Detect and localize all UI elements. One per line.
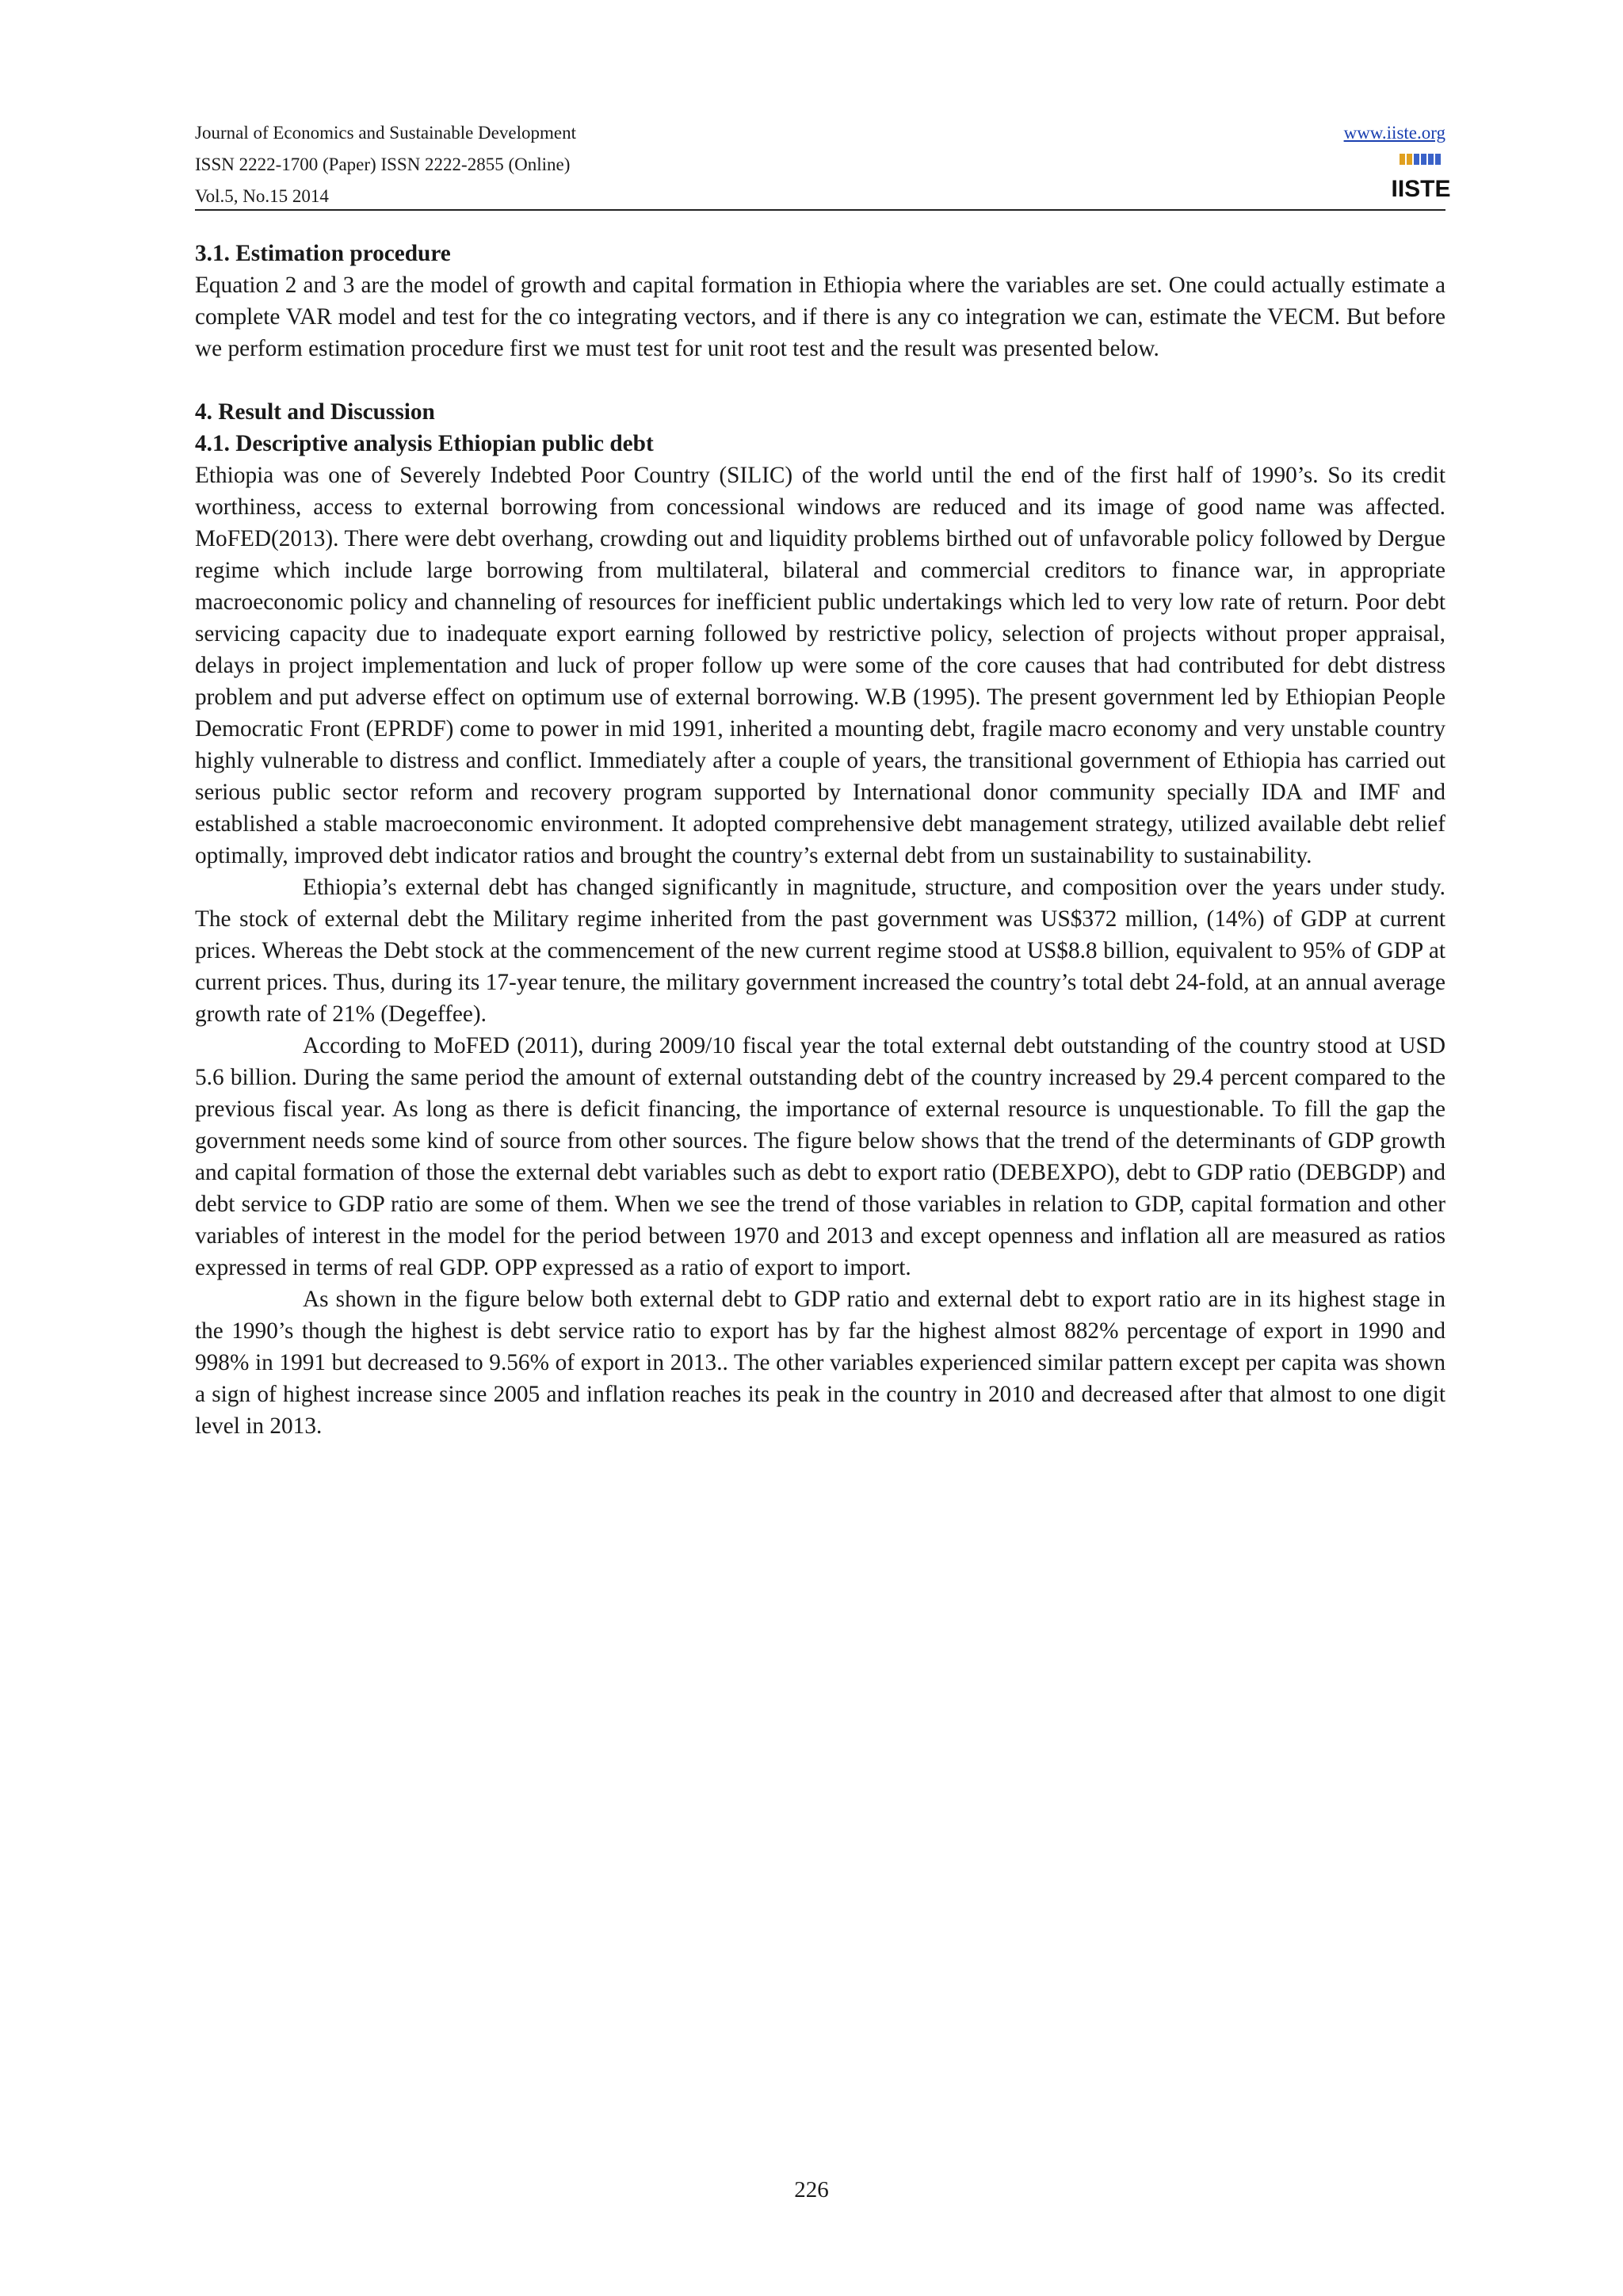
descriptive-heading: 4.1. Descriptive analysis Ethiopian public debt bbox=[195, 431, 654, 456]
article-body bbox=[195, 238, 1445, 1442]
paragraph-3: According to MoFED (2011), during 2009/10 fiscal year the total external debt outstanding of the country stood at USD 5.6 billion. During the same period the amount of external outstanding debt of the country increased by 29.4 percent compared to the previous fiscal year. As long as there is deficit financing, the importance of external resource is unquestionable. To fill the gap the government needs some kind of source from other sources. The figure below shows that the trend of the determinants of GDP growth and capital formation of those the external debt variables such as debt to export ratio (DEBEXPO), debt to GDP ratio (DEBGDP) and debt service to GDP ratio are some of them. When we see the trend of those variables in relation to GDP, capital formation and other variables of interest in the model for the period between 1970 and 2013 and except openness and inflation all are measured as ratios expressed in terms of real GDP. OPP expressed as a ratio of export to import. bbox=[195, 1033, 1445, 1280]
estimation-heading: 3.1. Estimation procedure bbox=[195, 241, 451, 266]
journal-title: Journal of Economics and Sustainable Development bbox=[195, 123, 576, 143]
paragraph-2: Ethiopia’s external debt has changed significantly in magnitude, structure, and composition over the years under study. The stock of external debt the Military regime inherited from the past government was US$372 million, (14%) of GDP at current prices. Whereas the Debt stock at the commencement of the new current regime stood at US$8.8 billion, equivalent to 95% of GDP at current prices. Thus, during its 17-year tenure, the military government increased the country’s total debt 24-fold, at an annual average growth rate of 21% (Degeffee). bbox=[195, 875, 1445, 1027]
journal-info bbox=[195, 117, 576, 212]
result-heading: 4. Result and Discussion bbox=[195, 399, 435, 425]
estimation-paragraph: Equation 2 and 3 are the model of growth and capital formation in Ethiopia where the variables are set. One could actually estimate a complete VAR model and test for the co integrating vectors, and if there is any co integration we can, estimate the VECM. But before we perform estimation procedure first we must test for unit root test and the result was presented below. bbox=[195, 273, 1445, 361]
page bbox=[195, 111, 1451, 1442]
paragraph-4: As shown in the figure below both external debt to GDP ratio and external debt to export ratio are in its highest stage in the 1990’s though the highest is debt service ratio to export has by far the highest almost 882% percentage of export in 1990 and 998% in 1991 but decreased to 9.56% of export in 2013.. The other variables experienced similar pattern except per capita was shown a sign of highest increase since 2005 and inflation reaches its peak in the country in 2010 and decreased after that almost to one digit level in 2013. bbox=[195, 1287, 1445, 1439]
journal-issn: ISSN 2222-1700 (Paper) ISSN 2222-2855 (Online) bbox=[195, 154, 571, 174]
website-link[interactable]: www.iiste.org bbox=[1343, 123, 1445, 143]
logo-text: IISTE bbox=[1391, 176, 1451, 202]
journal-volume: Vol.5, No.15 2014 bbox=[195, 186, 329, 206]
page-header bbox=[195, 111, 1451, 211]
page-number: 226 bbox=[794, 2177, 829, 2203]
paragraph-1: Ethiopia was one of Severely Indebted Poor Country (SILIC) of the world until the end of the first half of 1990’s. So its credit worthiness, access to external borrowing from concessional windows are reduced and its image of good name was affected. MoFED(2013). There were debt overhang, crowding out and liquidity problems birthed out of unfavorable policy followed by Dergue regime which include large borrowing from multilateral, bilateral and commercial creditors to finance war, in appropriate macroeconomic policy and channeling of resources for inefficient public undertakings which led to very low rate of return. Poor debt servicing capacity due to inadequate export earning followed by restrictive policy, selection of projects without proper appraisal, delays in project implementation and luck of proper follow up were some of the core causes that had contributed for debt distress problem and put adverse effect on optimum use of external borrowing. W.B (1995). The present government led by Ethiopian People Democratic Front (EPRDF) come to power in mid 1991, inherited a mounting debt, fragile macro economy and very unstable country highly vulnerable to distress and conflict. Immediately after a couple of years, the transitional government of Ethiopia has carried out serious public sector reform and recovery program supported by International donor community specially IDA and IMF and established a stable macroeconomic environment. It adopted comprehensive debt management strategy, utilized available debt relief optimally, improved debt indicator ratios and brought the country’s external debt from un sustainability to sustainability. bbox=[195, 463, 1445, 868]
iiste-logo bbox=[1391, 152, 1451, 202]
